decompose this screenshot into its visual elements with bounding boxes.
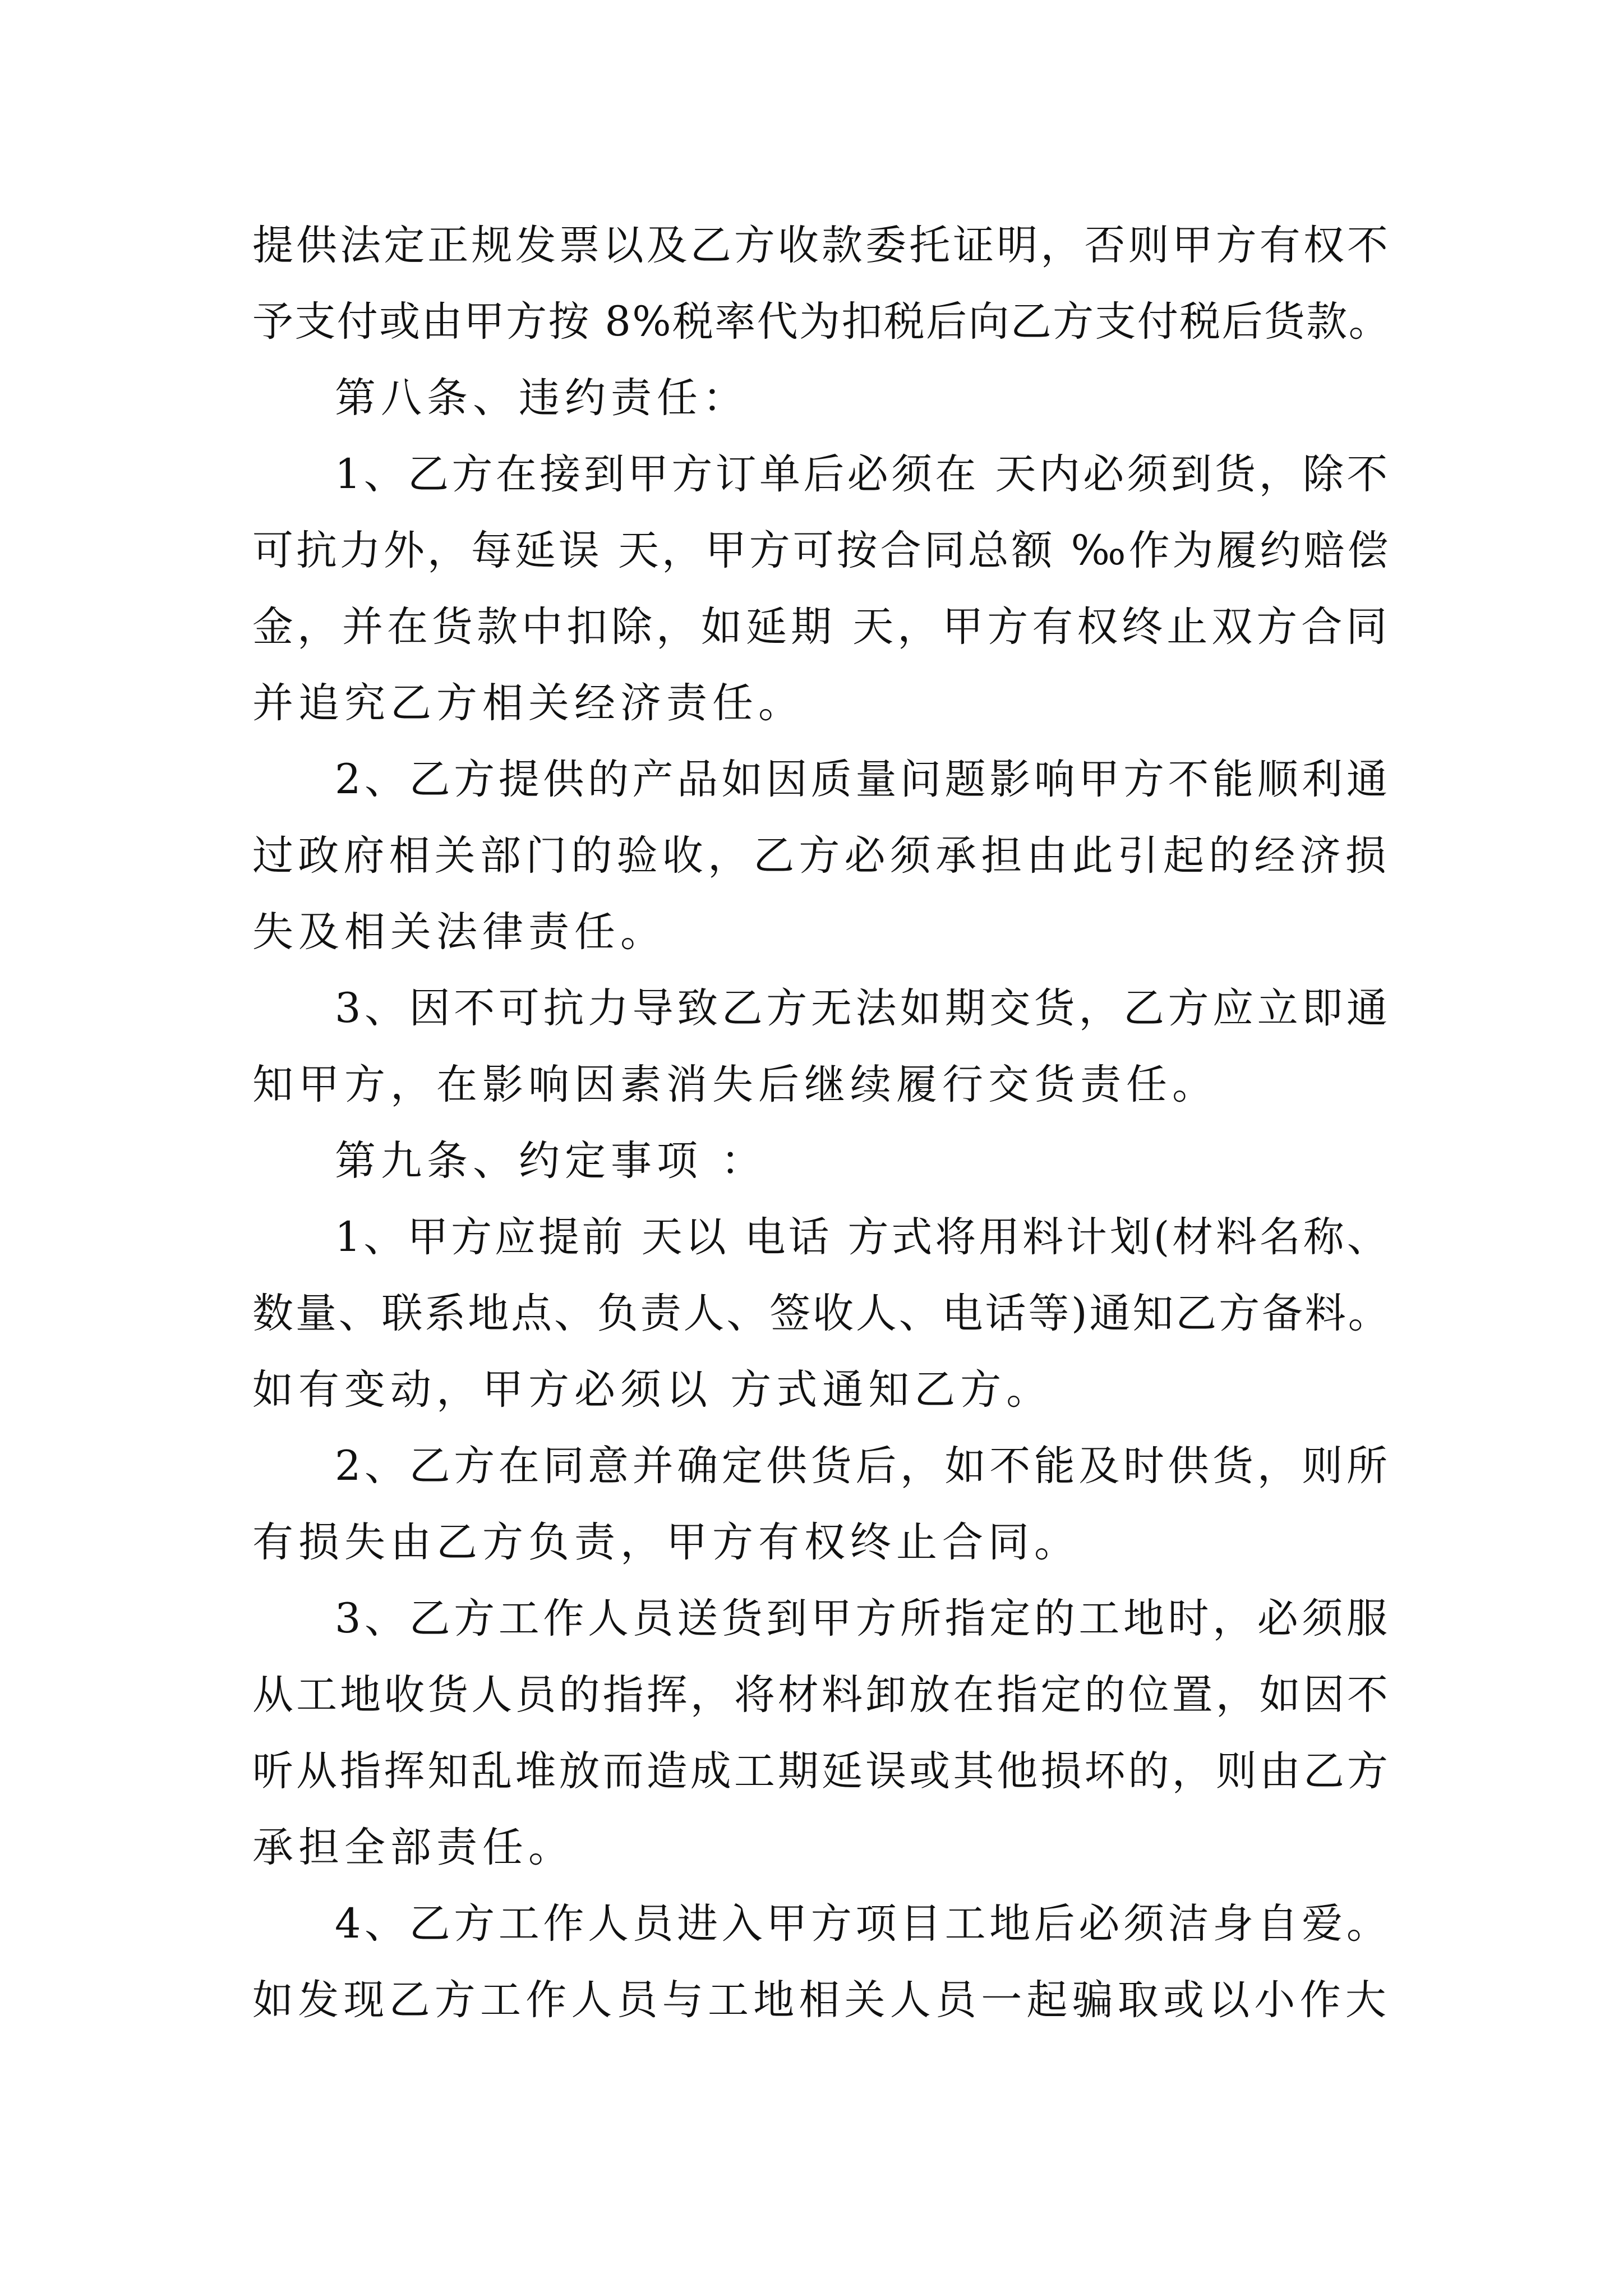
text-line: 2、乙方提供的产品如因质量问题影响甲方不能顺利通 [335, 756, 1391, 803]
text-line: 2、乙方在同意并确定供货后，如不能及时供货，则所 [335, 1442, 1391, 1490]
text-line: 3、因不可抗力导致乙方无法如期交货，乙方应立即通 [335, 984, 1391, 1032]
text-line: 3、乙方工作人员送货到甲方所指定的工地时，必须服 [335, 1595, 1391, 1642]
text-line: 金，并在货款中扣除，如延期 天，甲方有权终止双方合同 [252, 603, 1391, 651]
text-line: 从工地收货人员的指挥，将材料卸放在指定的位置，如因不 [252, 1671, 1391, 1719]
text-line: 1、乙方在接到甲方订单后必须在 天内必须到货，除不 [335, 450, 1391, 498]
text-line: 第八条、违约责任： [335, 374, 749, 422]
text-line: 并追究乙方相关经济责任。 [252, 679, 804, 727]
text-line: 予支付或由甲方按 8%税率代为扣税后向乙方支付税后货款。 [252, 298, 1391, 346]
text-line: 承担全部责任。 [252, 1824, 574, 1871]
text-line: 知甲方，在影响因素消失后继续履行交货责任。 [252, 1061, 1218, 1108]
text-line: 数量、联系地点、负责人、签收人、电话等)通知乙方备料。 [252, 1290, 1391, 1337]
text-line: 如有变动，甲方必须以 方式通知乙方。 [252, 1366, 1053, 1414]
text-line: 可抗力外，每延误 天，甲方可按合同总额 ‰作为履约赔偿 [252, 527, 1391, 574]
text-line: 听从指挥知乱堆放而造成工期延误或其他损坏的，则由乙方 [252, 1747, 1391, 1795]
text-line: 失及相关法律责任。 [252, 908, 666, 956]
text-line: 第九条、约定事项 ： [335, 1137, 767, 1185]
text-line: 过政府相关部门的验收，乙方必须承担由此引起的经济损 [252, 832, 1391, 880]
text-line: 提供法定正规发票以及乙方收款委托证明，否则甲方有权不 [252, 222, 1391, 269]
text-line: 有损失由乙方负责，甲方有权终止合同。 [252, 1519, 1080, 1566]
text-line: 如发现乙方工作人员与工地相关人员一起骗取或以小作大 [252, 1976, 1391, 2024]
text-line: 4、乙方工作人员进入甲方项目工地后必须洁身自爱。 [335, 1900, 1391, 1948]
text-line: 1、甲方应提前 天以 电话 方式将用料计划(材料名称、 [335, 1213, 1391, 1261]
contract-body-text [252, 208, 1391, 2039]
